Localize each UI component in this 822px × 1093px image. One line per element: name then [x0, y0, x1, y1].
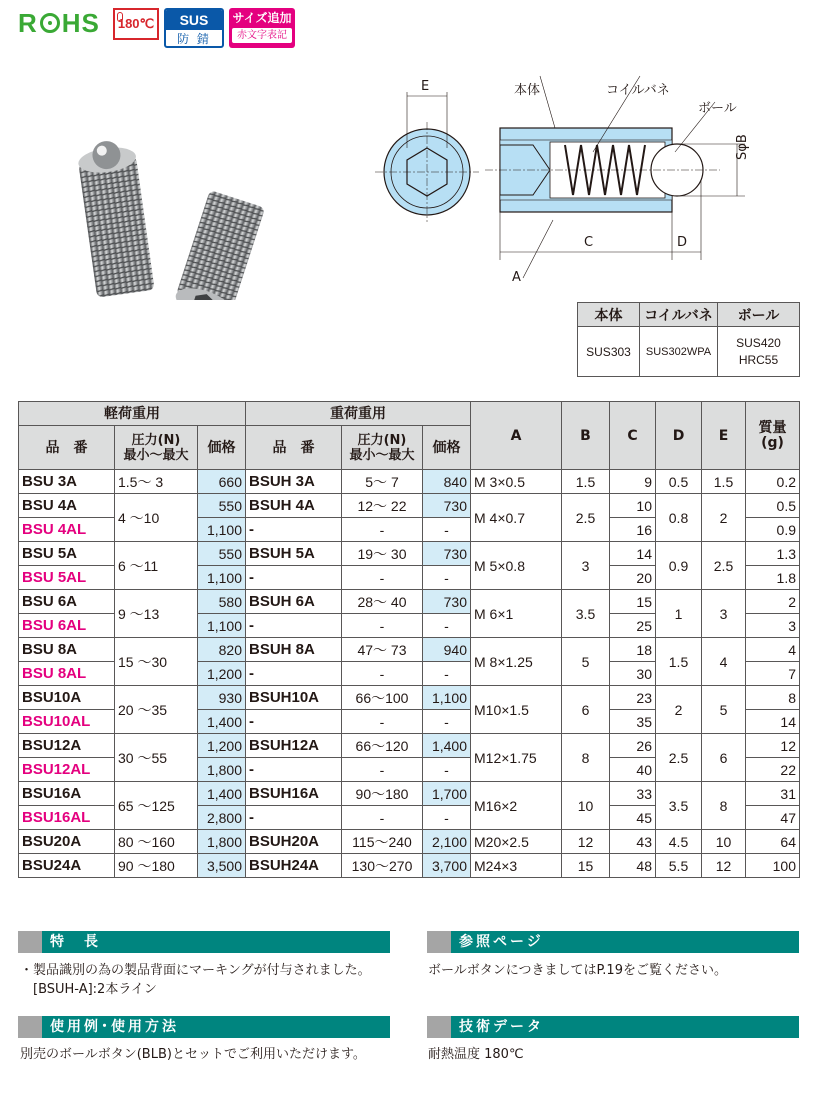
dim-B: 2.5	[562, 494, 610, 542]
heavy-force-range: -	[342, 518, 423, 542]
temperature-badge-text: 180℃	[117, 16, 155, 31]
mass: 0.2	[746, 470, 800, 494]
dim-E: 1.5	[702, 470, 746, 494]
heavy-product-code: BSUH 8A	[246, 638, 342, 662]
price: 1,400	[198, 710, 246, 734]
table-row	[19, 590, 800, 614]
dim-B: 12	[562, 830, 610, 854]
usage-header	[18, 1016, 390, 1038]
col-B-header: B	[562, 402, 610, 470]
sus-badge	[164, 8, 224, 48]
label-C: C	[584, 235, 594, 250]
heavy-price: 3,700	[423, 854, 471, 878]
heavy-force-range: 115～240	[342, 830, 423, 854]
dim-E: 2	[702, 494, 746, 542]
table-row	[19, 542, 800, 566]
heavy-force-range: 66～100	[342, 686, 423, 710]
screw-with-ball	[76, 137, 155, 298]
usage-text: 別売のボールボタン(BLB)とセットでご利用いただけます。	[20, 1047, 366, 1062]
mass: 7	[746, 662, 800, 686]
label-A: A	[512, 270, 521, 285]
tech-title: 技術データ	[459, 1019, 544, 1035]
dim-E: 5	[702, 686, 746, 734]
mass: 4	[746, 638, 800, 662]
col-A-header: A	[471, 402, 562, 470]
tech-text: 耐熱温度 180℃	[428, 1047, 524, 1062]
product-code: BSU 3A	[19, 470, 115, 494]
mass: 8	[746, 686, 800, 710]
dim-D: 3.5	[656, 782, 702, 830]
features-header	[18, 931, 390, 953]
table-row	[19, 686, 800, 710]
price: 660	[198, 470, 246, 494]
dim-D: 0.5	[656, 470, 702, 494]
force-range: 9 ～13	[115, 590, 198, 638]
price: 550	[198, 542, 246, 566]
dim-B: 5	[562, 638, 610, 686]
heavy-product-code: BSUH24A	[246, 854, 342, 878]
dim-E: 3	[702, 590, 746, 638]
price: 1,200	[198, 662, 246, 686]
price: 1,100	[198, 566, 246, 590]
heavy-product-code: BSUH10A	[246, 686, 342, 710]
dim-A: M 6×1	[471, 590, 562, 638]
dim-E: 10	[702, 830, 746, 854]
usage-title: 使用例･使用方法	[50, 1019, 179, 1035]
dim-C: 23	[610, 686, 656, 710]
table-row	[19, 734, 800, 758]
label-E: E	[421, 79, 430, 94]
product-photo	[60, 130, 320, 300]
label-ball: ボール	[698, 101, 737, 116]
section-marker	[427, 931, 451, 953]
heavy-price: 1,400	[423, 734, 471, 758]
thermometer-icon	[117, 12, 123, 22]
heavy-price: 1,100	[423, 686, 471, 710]
heavy-price: 730	[423, 494, 471, 518]
section-marker	[427, 1016, 451, 1038]
mass: 1.3	[746, 542, 800, 566]
heavy-price: 730	[423, 590, 471, 614]
tech-header	[427, 1016, 799, 1038]
mass: 2	[746, 590, 800, 614]
table-row	[19, 830, 800, 854]
dim-D: 0.8	[656, 494, 702, 542]
dim-A: M20×2.5	[471, 830, 562, 854]
heavy-price: 840	[423, 470, 471, 494]
dim-D: 0.9	[656, 542, 702, 590]
material-table	[577, 302, 800, 377]
dim-A: M 3×0.5	[471, 470, 562, 494]
dim-A: M12×1.75	[471, 734, 562, 782]
heavy-force-range: 5～ 7	[342, 470, 423, 494]
price: 2,800	[198, 806, 246, 830]
product-code: BSU 4AL	[19, 518, 115, 542]
dim-C: 9	[610, 470, 656, 494]
dim-E: 6	[702, 734, 746, 782]
material-header: 本体	[578, 303, 640, 327]
spec-table	[18, 401, 800, 878]
rohs-leaf-icon	[40, 13, 60, 33]
label-body: 本体	[514, 83, 541, 98]
col-hprice-header: 価格	[423, 426, 471, 470]
dim-E: 2.5	[702, 542, 746, 590]
label-SB: SφB	[735, 134, 750, 160]
col-force-header: 圧力(N) 最小～最大	[115, 426, 198, 470]
price: 1,800	[198, 758, 246, 782]
dim-C: 15	[610, 590, 656, 614]
product-code: BSU 5A	[19, 542, 115, 566]
col-D-header: D	[656, 402, 702, 470]
mass: 100	[746, 854, 800, 878]
heavy-force-range: 90～180	[342, 782, 423, 806]
dim-C: 14	[610, 542, 656, 566]
table-row	[19, 638, 800, 662]
material-value: SUS420 HRC55	[718, 327, 800, 377]
heavy-price: -	[423, 662, 471, 686]
mass: 0.9	[746, 518, 800, 542]
dim-B: 15	[562, 854, 610, 878]
heavy-product-code: BSUH 6A	[246, 590, 342, 614]
table-row	[19, 494, 800, 518]
price: 1,100	[198, 614, 246, 638]
dim-C: 30	[610, 662, 656, 686]
col-E-header: E	[702, 402, 746, 470]
heavy-product-code: -	[246, 758, 342, 782]
label-D: D	[677, 235, 688, 250]
product-code: BSU 6AL	[19, 614, 115, 638]
heavy-force-range: -	[342, 662, 423, 686]
dim-A: M 8×1.25	[471, 638, 562, 686]
force-range: 30 ～55	[115, 734, 198, 782]
table-row	[19, 470, 800, 494]
product-code: BSU 4A	[19, 494, 115, 518]
dim-D: 2	[656, 686, 702, 734]
table-row	[19, 782, 800, 806]
force-range: 4 ～10	[115, 494, 198, 542]
heavy-force-range: -	[342, 710, 423, 734]
reference-text: ボールボタンにつきましてはP.19をご覧ください。	[428, 963, 727, 978]
spec-table-body	[19, 470, 800, 878]
heavy-product-code: -	[246, 614, 342, 638]
dim-B: 10	[562, 782, 610, 830]
heavy-load-header: 重荷重用	[246, 402, 471, 426]
heavy-force-range: 19～ 30	[342, 542, 423, 566]
material-value: SUS302WPA	[640, 327, 718, 377]
mass: 47	[746, 806, 800, 830]
heavy-product-code: BSUH16A	[246, 782, 342, 806]
dim-C: 45	[610, 806, 656, 830]
dim-B: 1.5	[562, 470, 610, 494]
product-code: BSU12AL	[19, 758, 115, 782]
heavy-force-range: -	[342, 566, 423, 590]
heavy-price: -	[423, 614, 471, 638]
dim-C: 48	[610, 854, 656, 878]
col-hforce-header: 圧力(N) 最小～最大	[342, 426, 423, 470]
force-range: 6 ～11	[115, 542, 198, 590]
force-range: 65 ～125	[115, 782, 198, 830]
features-text	[20, 961, 371, 999]
label-coil-spring: コイルバネ	[606, 83, 670, 98]
dim-C: 40	[610, 758, 656, 782]
dim-C: 10	[610, 494, 656, 518]
mass: 31	[746, 782, 800, 806]
price: 930	[198, 686, 246, 710]
product-code: BSU10A	[19, 686, 115, 710]
dim-D: 2.5	[656, 734, 702, 782]
heavy-product-code: BSUH20A	[246, 830, 342, 854]
dim-C: 16	[610, 518, 656, 542]
mass: 12	[746, 734, 800, 758]
material-value: SUS303	[578, 327, 640, 377]
size-added-badge	[229, 8, 295, 48]
heavy-product-code: -	[246, 662, 342, 686]
dim-B: 6	[562, 686, 610, 734]
heavy-price: 730	[423, 542, 471, 566]
dim-C: 26	[610, 734, 656, 758]
sus-badge-top: SUS	[166, 10, 222, 30]
features-line: ・製品識別の為の製品背面にマーキングが付与されました。	[20, 963, 371, 978]
col-price-header: 価格	[198, 426, 246, 470]
price: 550	[198, 494, 246, 518]
heavy-product-code: -	[246, 518, 342, 542]
col-hcode-header: 品 番	[246, 426, 342, 470]
dim-A: M24×3	[471, 854, 562, 878]
dim-C: 33	[610, 782, 656, 806]
heavy-force-range: 47～ 73	[342, 638, 423, 662]
dim-E: 4	[702, 638, 746, 686]
mass: 0.5	[746, 494, 800, 518]
heavy-price: -	[423, 806, 471, 830]
heavy-price: 1,700	[423, 782, 471, 806]
dim-B: 8	[562, 734, 610, 782]
heavy-product-code: BSUH 4A	[246, 494, 342, 518]
dim-D: 1.5	[656, 638, 702, 686]
section-marker	[18, 1016, 42, 1038]
heavy-price: -	[423, 758, 471, 782]
heavy-price: 940	[423, 638, 471, 662]
price: 1,200	[198, 734, 246, 758]
dim-C: 20	[610, 566, 656, 590]
size-badge-bottom: 赤文字表記	[232, 28, 292, 43]
price: 820	[198, 638, 246, 662]
heavy-force-range: 66～120	[342, 734, 423, 758]
dim-E: 8	[702, 782, 746, 830]
heavy-force-range: 28～ 40	[342, 590, 423, 614]
heavy-price: -	[423, 566, 471, 590]
heavy-product-code: -	[246, 566, 342, 590]
dim-A: M16×2	[471, 782, 562, 830]
product-code: BSU 8AL	[19, 662, 115, 686]
reference-header	[427, 931, 799, 953]
price: 1,100	[198, 518, 246, 542]
light-load-header: 軽荷重用	[19, 402, 246, 426]
dim-C: 25	[610, 614, 656, 638]
force-range: 90 ～180	[115, 854, 198, 878]
heavy-force-range: -	[342, 614, 423, 638]
heavy-product-code: BSUH12A	[246, 734, 342, 758]
mass: 14	[746, 710, 800, 734]
product-code: BSU 5AL	[19, 566, 115, 590]
heavy-force-range: 130～270	[342, 854, 423, 878]
product-code: BSU24A	[19, 854, 115, 878]
mass: 64	[746, 830, 800, 854]
heavy-product-code: -	[246, 710, 342, 734]
dim-A: M 4×0.7	[471, 494, 562, 542]
section-marker	[18, 931, 42, 953]
product-code: BSU12A	[19, 734, 115, 758]
force-range: 15 ～30	[115, 638, 198, 686]
product-code: BSU16A	[19, 782, 115, 806]
col-C-header: C	[610, 402, 656, 470]
heavy-price: 2,100	[423, 830, 471, 854]
heavy-product-code: BSUH 3A	[246, 470, 342, 494]
dim-C: 18	[610, 638, 656, 662]
rohs-badge: R HS	[18, 8, 100, 38]
dim-A: M10×1.5	[471, 686, 562, 734]
product-code: BSU 8A	[19, 638, 115, 662]
mass: 3	[746, 614, 800, 638]
table-row	[19, 854, 800, 878]
heavy-force-range: -	[342, 758, 423, 782]
force-range: 1.5～ 3	[115, 470, 198, 494]
product-code: BSU16AL	[19, 806, 115, 830]
end-view	[375, 92, 479, 222]
price: 3,500	[198, 854, 246, 878]
reference-title: 参照ページ	[459, 934, 544, 950]
mass: 1.8	[746, 566, 800, 590]
features-title: 特 長	[50, 934, 101, 950]
col-mass-header: 質量 (g)	[746, 402, 800, 470]
col-code-header: 品 番	[19, 426, 115, 470]
product-code: BSU10AL	[19, 710, 115, 734]
sus-badge-bottom: 防 錆	[177, 32, 211, 46]
dim-D: 1	[656, 590, 702, 638]
product-code: BSU20A	[19, 830, 115, 854]
heavy-product-code: -	[246, 806, 342, 830]
features-line: [BSUH-A]:2本ライン	[20, 982, 157, 997]
dim-C: 35	[610, 710, 656, 734]
mass: 22	[746, 758, 800, 782]
heavy-force-range: 12～ 22	[342, 494, 423, 518]
dim-D: 5.5	[656, 854, 702, 878]
price: 580	[198, 590, 246, 614]
heavy-price: -	[423, 710, 471, 734]
price: 1,400	[198, 782, 246, 806]
dim-E: 12	[702, 854, 746, 878]
dim-C: 43	[610, 830, 656, 854]
dim-B: 3	[562, 542, 610, 590]
dim-A: M 5×0.8	[471, 542, 562, 590]
force-range: 80 ～160	[115, 830, 198, 854]
heavy-product-code: BSUH 5A	[246, 542, 342, 566]
product-code: BSU 6A	[19, 590, 115, 614]
screw-hex-end	[172, 190, 265, 300]
dim-D: 4.5	[656, 830, 702, 854]
size-badge-top: サイズ追加	[232, 11, 292, 25]
temperature-badge	[113, 8, 159, 40]
material-header: コイルバネ	[640, 303, 718, 327]
material-header: ボール	[718, 303, 800, 327]
force-range: 20 ～35	[115, 686, 198, 734]
price: 1,800	[198, 830, 246, 854]
heavy-force-range: -	[342, 806, 423, 830]
heavy-price: -	[423, 518, 471, 542]
dim-B: 3.5	[562, 590, 610, 638]
